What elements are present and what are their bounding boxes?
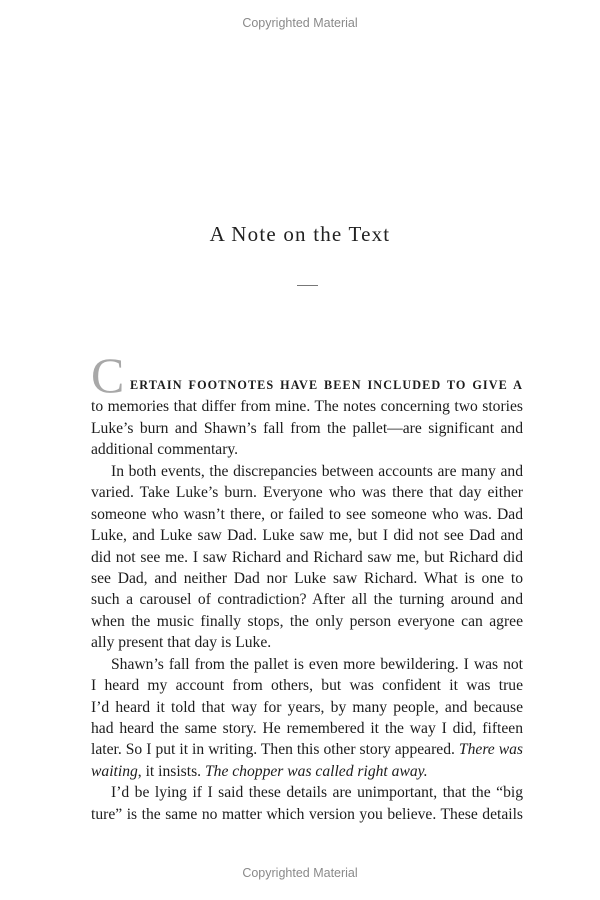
- text-line: [91, 632, 523, 653]
- text-line: [91, 482, 523, 503]
- text-segment: In both events, the discrepancies between accounts are many and: [111, 462, 523, 480]
- text-line: [91, 547, 523, 568]
- text-segment: to memories that differ from mine. The notes concerning two stories: [91, 398, 523, 416]
- text-segment: ture” is the same no matter which version you believe. These details: [91, 805, 523, 823]
- text-segment: I’d be lying if I said these details are unimportant, that the “big: [111, 784, 523, 802]
- text-segment: I heard my account from others, but was confident it was true: [91, 677, 523, 695]
- text-line: [91, 461, 523, 482]
- title-divider: [297, 285, 318, 286]
- text-segment: Luke’s burn and Shawn’s fall from the pallet—are significant and: [91, 419, 523, 437]
- text-segment: I’d heard it told that way for years, by many people, and because: [91, 698, 523, 716]
- text-segment: Luke, and Luke saw Dad. Luke saw me, but I did not see Dad and: [91, 527, 523, 545]
- italic-text: waiting: [91, 762, 138, 780]
- text-line: [91, 568, 523, 589]
- chapter-title: A Note on the Text: [209, 222, 391, 246]
- body-text: [91, 375, 523, 825]
- text-segment: Shawn’s fall from the pallet is even more bewildering. I was not: [111, 655, 523, 673]
- text-line: [91, 675, 523, 696]
- text-segment: ERTAIN FOOTNOTES HAVE BEEN INCLUDED TO GIVE A: [130, 378, 523, 392]
- text-segment: see Dad, and neither Dad nor Luke saw Richard. What is one to: [91, 569, 523, 587]
- drop-cap: C: [91, 347, 125, 403]
- text-segment: did not see me. I saw Richard and Richard saw me, but Richard did: [91, 548, 523, 566]
- text-line: [91, 418, 523, 439]
- text-segment: later. So I put it in writing. Then this other story appeared.: [91, 741, 459, 759]
- italic-text: The chopper was called right away.: [204, 762, 428, 780]
- text-segment: such a carousel of contradiction? After all the turning around and: [91, 591, 523, 609]
- text-line: [91, 739, 523, 760]
- text-segment: varied. Take Luke’s burn. Everyone who was there that day either: [91, 484, 523, 502]
- text-line: [91, 375, 523, 396]
- text-line: [91, 439, 523, 460]
- text-line: [91, 782, 523, 803]
- text-segment: , it insists.: [137, 762, 205, 780]
- text-line: [91, 396, 523, 417]
- text-line: [91, 697, 523, 718]
- text-line: [91, 718, 523, 739]
- italic-text: There was: [458, 741, 523, 759]
- text-segment: when the music finally stops, the only person everyone can agree: [91, 612, 523, 630]
- text-line: [91, 525, 523, 546]
- text-line: [91, 654, 523, 675]
- text-segment: ally present that day is Luke.: [91, 634, 272, 652]
- text-line: [91, 589, 523, 610]
- watermark-top: Copyrighted Material: [242, 16, 358, 30]
- text-line: [91, 504, 523, 525]
- text-line: [91, 611, 523, 632]
- text-line: [91, 804, 523, 825]
- text-segment: someone who wasn’t there, or failed to see someone who was. Dad: [91, 505, 523, 523]
- watermark-bottom: Copyrighted Material: [242, 866, 358, 880]
- text-line: [91, 761, 523, 782]
- text-segment: additional commentary.: [91, 441, 239, 459]
- text-segment: had heard the same story. He remembered it the way I did, fifteen: [91, 720, 523, 737]
